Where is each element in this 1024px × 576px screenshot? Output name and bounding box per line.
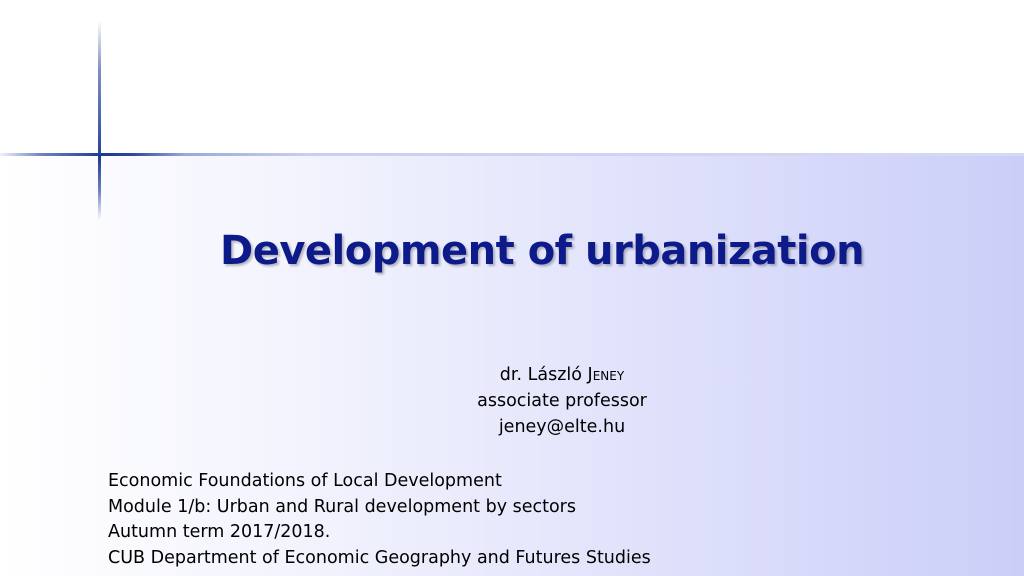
author-surname-initial: J (587, 365, 593, 385)
author-block (412, 362, 712, 440)
course-title: Economic Foundations of Local Development (108, 471, 502, 491)
course-department: CUB Department of Economic Geography and Futures Studies (108, 547, 651, 568)
author-email: jeney@elte.hu (498, 417, 626, 437)
author-position: associate professor (477, 391, 647, 411)
author-name (412, 362, 712, 388)
slide-title: Development of urbanization (220, 228, 865, 274)
course-info (108, 469, 1008, 571)
vertical-accent-line (98, 20, 101, 220)
course-module: Module 1/b: Urban and Rural development by sectors (108, 496, 576, 517)
author-name-prefix: dr. László (499, 365, 588, 385)
horizontal-accent-line (0, 153, 1024, 156)
course-term: Autumn term 2017/2018. (108, 522, 331, 542)
author-surname-rest: eney (592, 365, 625, 385)
